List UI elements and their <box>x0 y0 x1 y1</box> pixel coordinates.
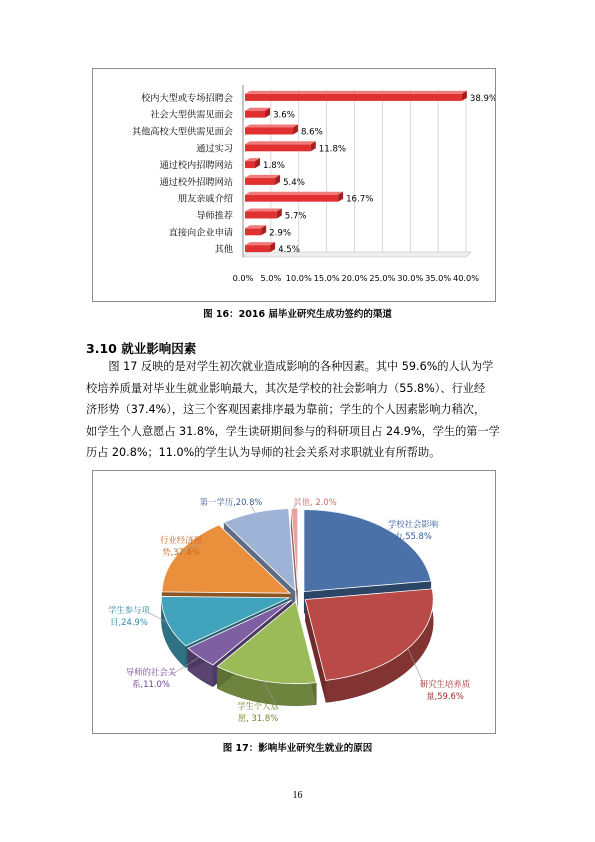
category-label: 通过校外招聘网站 <box>159 176 233 188</box>
category-label: 导师推荐 <box>196 210 233 222</box>
bar <box>245 209 282 219</box>
paragraph-line-5: 历占 20.8%；11.0%的学生认为导师的社会关系对求职就业有所帮助。 <box>86 446 441 459</box>
value-label: 3.6% <box>273 110 295 121</box>
x-tick-label: 30.0% <box>397 273 424 283</box>
figure-17-chart-frame <box>92 470 496 734</box>
bar-top <box>245 192 343 195</box>
section-heading: 3.10 就业影响因素 <box>86 341 197 356</box>
x-tick-label: 40.0% <box>452 273 480 283</box>
category-label: 通过实习 <box>196 143 233 155</box>
bar <box>245 125 298 135</box>
category-label: 直接向企业申请 <box>168 227 233 239</box>
bar-front <box>245 161 255 168</box>
bar-top <box>245 141 316 144</box>
figure-16-caption: 图 16：2016 届毕业研究生成功签约的渠道 <box>203 309 392 320</box>
bar <box>245 158 260 168</box>
value-label: 2.9% <box>269 228 292 239</box>
figure-17-pie-chart <box>93 471 495 733</box>
bar-front <box>245 128 293 135</box>
bar-top <box>245 125 298 128</box>
bar <box>245 175 280 185</box>
bar-front <box>245 94 462 101</box>
bar-top <box>245 209 282 212</box>
category-label: 其他 <box>214 244 233 256</box>
bar-front <box>245 195 338 202</box>
pie-label: 第一学历,20.8% <box>199 497 263 507</box>
value-label: 1.8% <box>263 161 285 172</box>
bar-top <box>245 175 280 178</box>
bar-front <box>245 178 275 185</box>
bar-front <box>245 212 277 219</box>
bar-front <box>245 245 270 252</box>
paragraph-line-3: 济形势（37.4%），这三个客观因素排序最为靠前；学生的个人因素影响力稍次， <box>86 403 486 416</box>
value-label: 4.5% <box>278 245 300 256</box>
bar <box>245 192 343 202</box>
pie-slice <box>305 589 433 681</box>
x-tick-label: 15.0% <box>313 273 340 283</box>
x-tick-label: 5.0% <box>260 273 282 283</box>
value-label: 8.6% <box>300 127 323 138</box>
bar <box>245 141 316 151</box>
x-tick-label: 20.0% <box>341 273 368 283</box>
paragraph-line-2: 校培养质量对毕业生就业影响最大，其次是学校的社会影响力（55.8%）、行业经 <box>86 381 486 395</box>
bar-top <box>245 242 275 245</box>
bar-front <box>245 228 261 235</box>
bar <box>245 91 467 101</box>
category-label: 社会大型供需见面会 <box>150 109 233 121</box>
paragraph-line-1: 图 17 反映的是对学生初次就业造成影响的各种因素。其中 59.6%的人认为学 <box>108 360 494 373</box>
category-label: 通过校内招聘网站 <box>159 160 233 172</box>
figure-16-chart-frame <box>92 68 496 302</box>
value-label: 5.7% <box>284 211 307 222</box>
category-label: 校内大型或专场招聘会 <box>141 92 233 104</box>
figure-17-caption: 图 17：影响毕业研究生就业的原因 <box>222 743 373 754</box>
x-tick-label: 10.0% <box>285 273 312 283</box>
paragraph-line-4: 如学生个人意愿占 31.8%，学生读研期间参与的科研项目占 24.9%，学生的第一学 <box>86 424 500 438</box>
value-label: 38.9% <box>469 93 495 104</box>
pie-label: 行业经济形势,37.4% <box>160 535 202 557</box>
value-label: 11.8% <box>318 144 347 155</box>
section-paragraph <box>86 356 512 464</box>
bar <box>245 225 266 235</box>
pie-label: 其他, 2.0% <box>293 497 337 507</box>
pie-label: 导师的社会关系,11.0% <box>125 667 177 689</box>
x-tick-label: 25.0% <box>369 273 396 283</box>
pie-label: 学校社会影响力,55.8% <box>387 519 439 541</box>
page-number: 16 <box>292 790 303 801</box>
category-label: 其他高校大型供需见面会 <box>131 126 233 138</box>
figure-16-bar-chart <box>93 69 495 301</box>
pie-label: 学生参与项目,24.9% <box>108 605 150 627</box>
category-label: 朋友亲戚介绍 <box>177 193 233 205</box>
bar <box>245 242 275 252</box>
bar-front <box>245 144 311 151</box>
bar-front <box>245 111 265 118</box>
value-label: 16.7% <box>346 194 374 205</box>
x-tick-label: 0.0% <box>232 273 254 283</box>
value-label: 5.4% <box>283 177 305 188</box>
bar <box>245 108 270 118</box>
pie-label: 学生个人意愿, 31.8% <box>237 701 279 723</box>
bar-top <box>245 91 467 94</box>
x-tick-label: 35.0% <box>425 273 452 283</box>
pie-label: 研究生培养质量,59.6% <box>419 679 471 701</box>
